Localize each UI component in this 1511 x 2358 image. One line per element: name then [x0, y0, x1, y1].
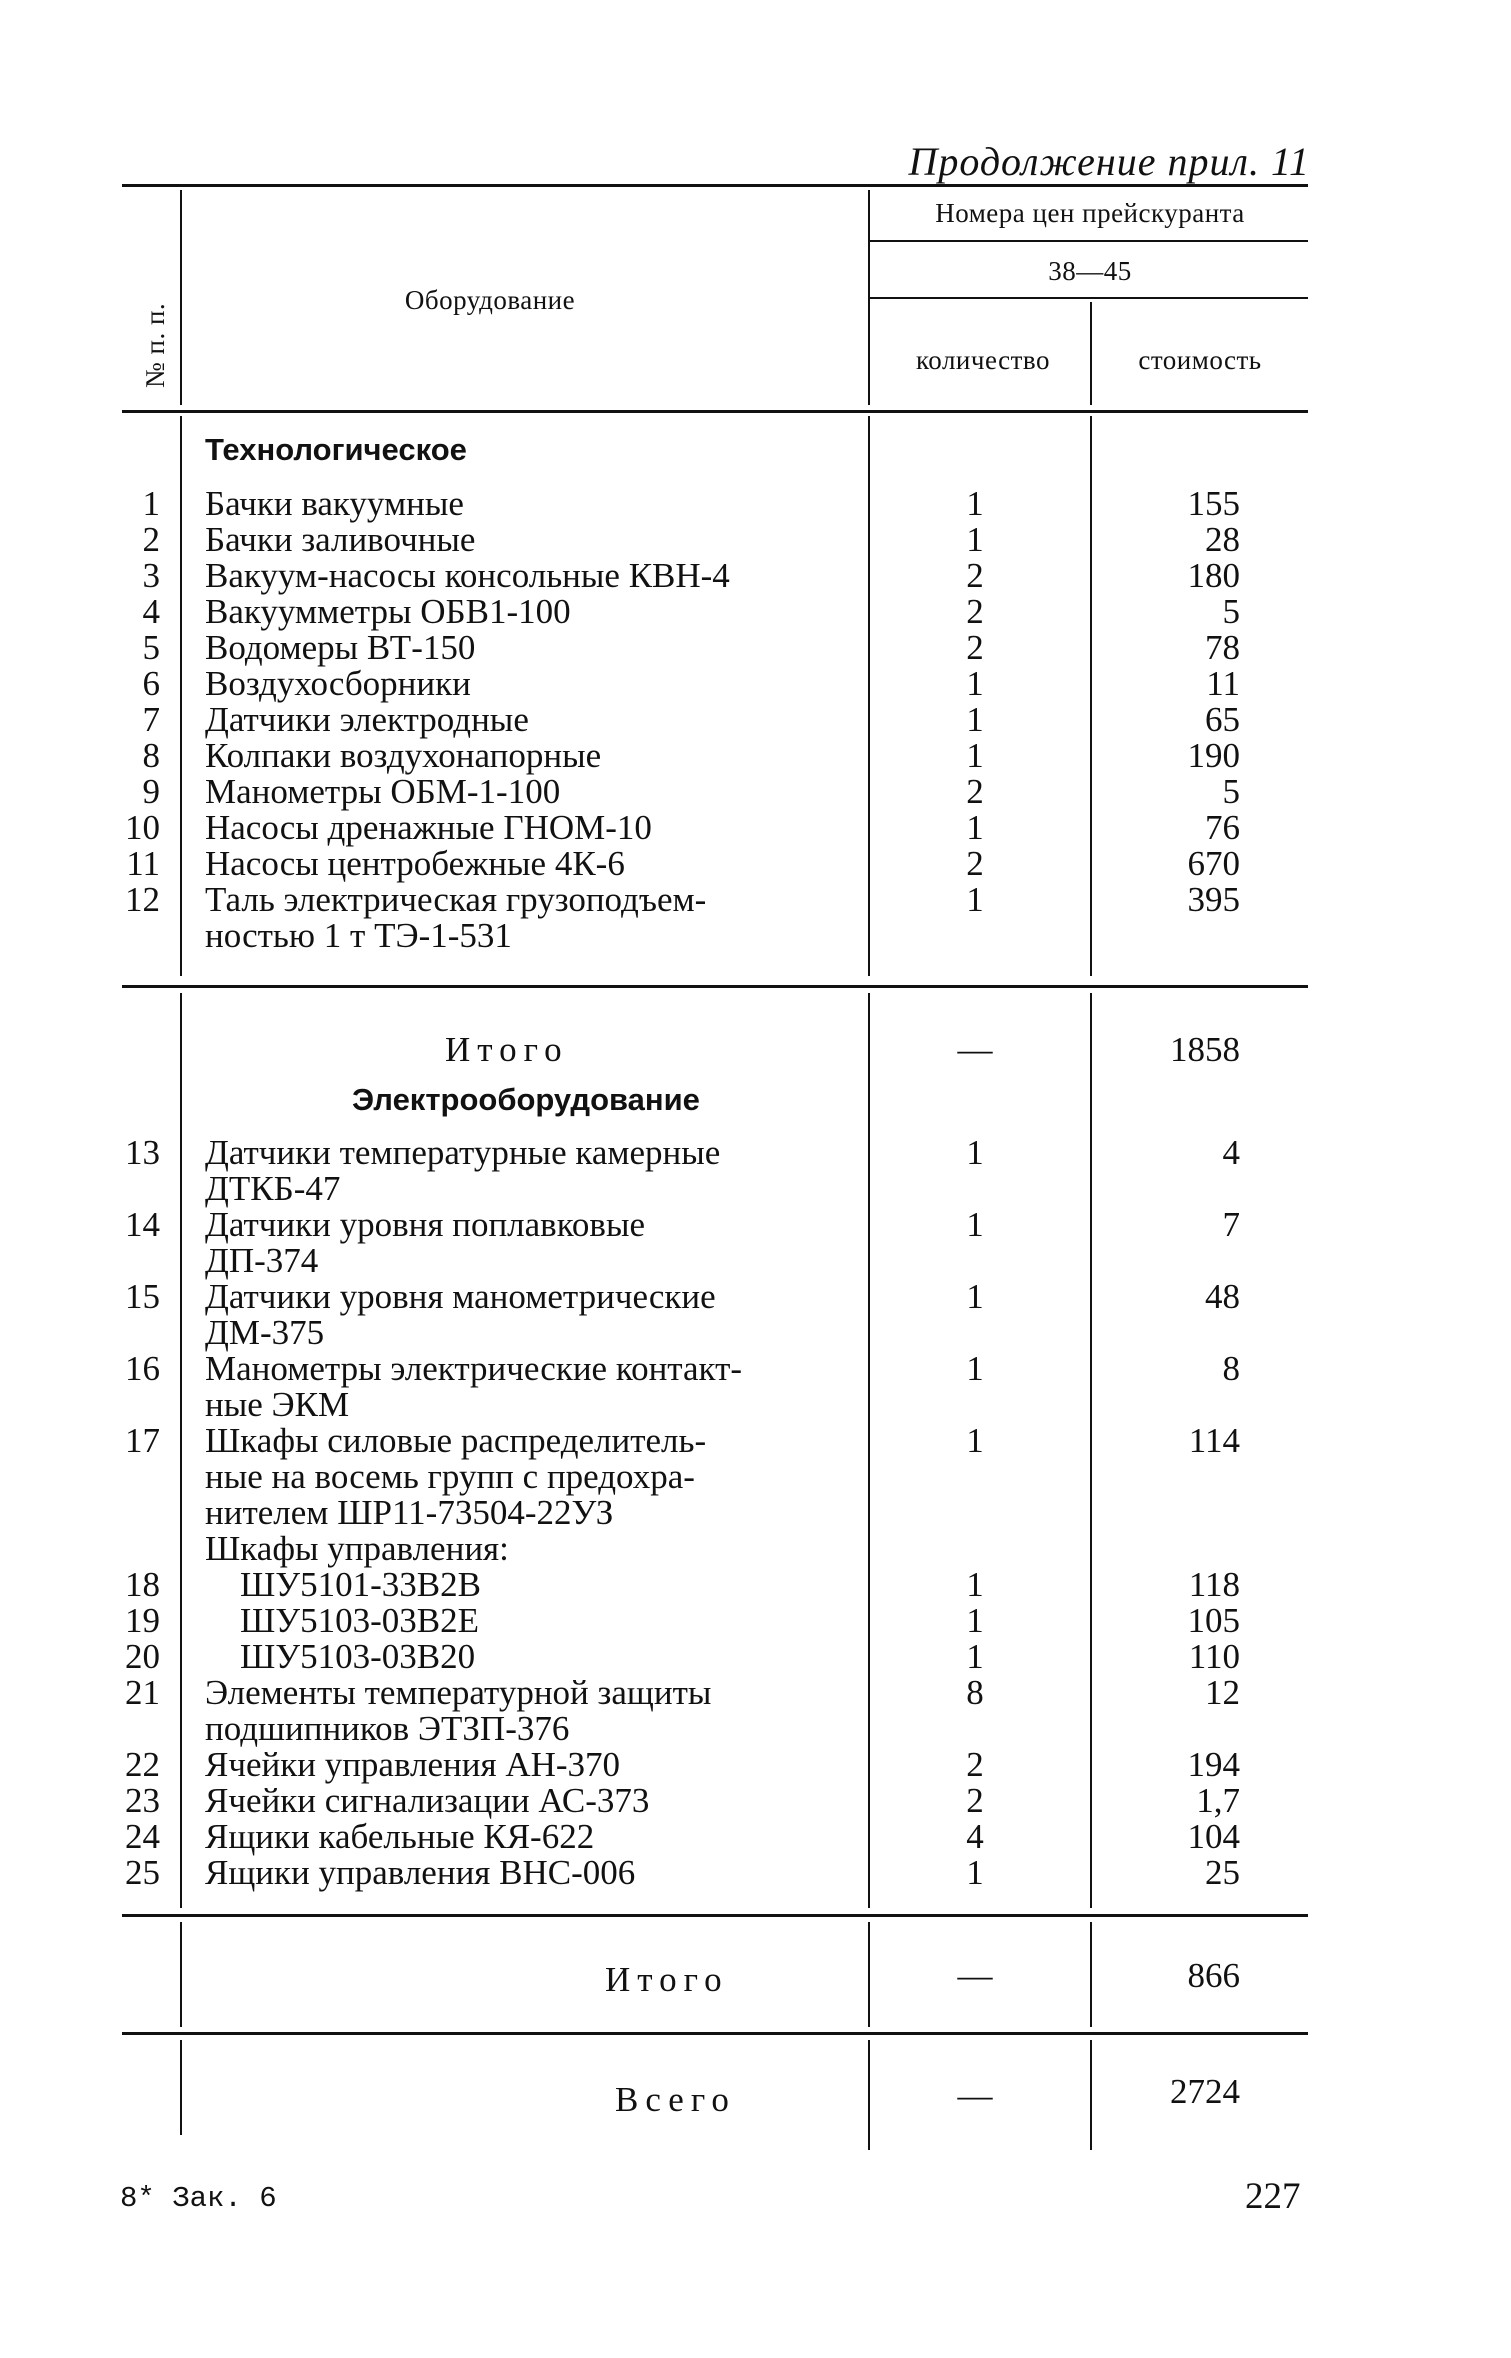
- row-number: 24: [125, 1817, 160, 1856]
- row-qty: 1: [966, 1601, 984, 1640]
- table-row: [0, 522, 1511, 558]
- table-row: [0, 666, 1511, 702]
- table-row: [0, 486, 1511, 522]
- row-qty: 2: [966, 772, 984, 811]
- section2-bottom-rule: [122, 1914, 1308, 1917]
- row-qty: 2: [966, 1781, 984, 1820]
- header-rule-2: [870, 297, 1308, 299]
- row-equipment: Ячейки сигнализации АС-373: [205, 1781, 650, 1820]
- row-equipment: Вакуумметры ОБВ1-100: [205, 592, 571, 631]
- row-number: 6: [142, 664, 160, 703]
- row-equipment: Ячейки управления АН-370: [205, 1745, 621, 1784]
- row-number: 17: [125, 1421, 160, 1460]
- row-cost: 395: [1187, 880, 1240, 919]
- row-qty: 1: [966, 1349, 984, 1388]
- row-equipment: подшипников ЭТЗП-376: [205, 1709, 570, 1748]
- row-equipment: Бачки вакуумные: [205, 484, 464, 523]
- row-cost: 110: [1188, 1637, 1240, 1676]
- row-equipment-line: [0, 1135, 1511, 1171]
- row-equipment-line: [0, 1207, 1511, 1243]
- row-cost: 104: [1187, 1817, 1240, 1856]
- row-equipment: Ящики кабельные КЯ-622: [205, 1817, 595, 1856]
- row-equipment: Манометры ОБМ-1-100: [205, 772, 561, 811]
- row-number: 2: [142, 520, 160, 559]
- table-row: [0, 846, 1511, 882]
- row-number: 18: [125, 1565, 160, 1604]
- table-row: [0, 882, 1511, 918]
- row-equipment-continuation: ностью 1 т ТЭ-1-531: [205, 916, 512, 955]
- header-vline-3: [1090, 302, 1092, 405]
- row-equipment-continuation: [0, 1495, 1511, 1531]
- row-equipment: Манометры электрические контакт-: [205, 1349, 743, 1388]
- row-qty: 2: [966, 628, 984, 667]
- row-number: 10: [125, 808, 160, 847]
- grand-vline-3: [1090, 2040, 1092, 2150]
- row-number: 4: [142, 592, 160, 631]
- row-equipment: Воздухосборники: [205, 664, 471, 703]
- total2-vline-3: [1090, 1922, 1092, 2027]
- table-row-continuation: [0, 918, 1511, 954]
- table-row: [0, 774, 1511, 810]
- row-equipment-line: [0, 1747, 1511, 1783]
- row-equipment: Водомеры ВТ-150: [205, 628, 476, 667]
- row-cost: 76: [1205, 808, 1240, 847]
- section-title-technological: Технологическое: [205, 432, 467, 467]
- row-equipment: ДП-374: [205, 1241, 319, 1280]
- subgroup-label-row: [0, 1531, 1511, 1567]
- row-equipment-line: [0, 1675, 1511, 1711]
- row-cost: 180: [1187, 556, 1240, 595]
- row-cost: 25: [1205, 1853, 1240, 1892]
- row-cost: 48: [1205, 1277, 1240, 1316]
- footer-order-note: 8* Зак. 6: [120, 2182, 277, 2215]
- row-equipment-continuation: [0, 1459, 1511, 1495]
- section2-total-cost: 866: [1187, 1956, 1240, 1995]
- row-number: 1: [142, 484, 160, 523]
- row-qty: 2: [966, 556, 984, 595]
- section2-total-label: Итого: [605, 1960, 729, 1999]
- row-equipment: ДТКБ-47: [205, 1169, 341, 1208]
- row-equipment: ные ЭКМ: [205, 1385, 350, 1424]
- row-cost: 114: [1188, 1421, 1240, 1460]
- row-equipment: Колпаки воздухонапорные: [205, 736, 602, 775]
- row-number: 3: [142, 556, 160, 595]
- row-cost: 28: [1205, 520, 1240, 559]
- row-qty: 8: [966, 1673, 984, 1712]
- section1-total-qty: —: [957, 1030, 993, 1069]
- grand-vline-1: [180, 2040, 182, 2135]
- row-equipment: Ящики управления ВНС-006: [205, 1853, 636, 1892]
- total2-vline-2: [868, 1922, 870, 2027]
- row-equipment-line: [0, 1855, 1511, 1891]
- row-equipment: ные на восемь групп с предохра-: [205, 1457, 695, 1496]
- total2-bottom-rule: [122, 2032, 1308, 2035]
- row-cost: 5: [1222, 592, 1240, 631]
- header-vline-2: [868, 190, 870, 405]
- row-qty: 1: [966, 664, 984, 703]
- row-equipment: Бачки заливочные: [205, 520, 476, 559]
- row-cost: 194: [1187, 1745, 1240, 1784]
- row-equipment-line: [0, 1279, 1511, 1315]
- row-equipment-continuation: [0, 1315, 1511, 1351]
- row-equipment: Таль электрическая грузоподъем-: [205, 880, 707, 919]
- table-row: [0, 1639, 1511, 1675]
- header-rule-1: [870, 240, 1308, 242]
- row-equipment-line: [0, 1351, 1511, 1387]
- row-qty: 1: [966, 736, 984, 775]
- row-cost: 118: [1188, 1565, 1240, 1604]
- row-qty: 2: [966, 844, 984, 883]
- row-equipment-line: [0, 1423, 1511, 1459]
- row-cost: 78: [1205, 628, 1240, 667]
- table-caption: Продолжение прил. 11: [908, 139, 1310, 184]
- row-number: 20: [125, 1637, 160, 1676]
- section1-bottom-rule: [122, 985, 1308, 988]
- table-row: [0, 810, 1511, 846]
- row-qty: 2: [966, 1745, 984, 1784]
- header-cost: стоимость: [1138, 345, 1262, 375]
- row-qty: 1: [966, 1421, 984, 1460]
- row-equipment-continuation: [0, 1171, 1511, 1207]
- row-equipment: ДМ-375: [205, 1313, 325, 1352]
- section1-total-label: Итого: [445, 1030, 569, 1069]
- row-cost: 12: [1205, 1673, 1240, 1712]
- row-equipment: ШУ5103-03В2Е: [240, 1601, 479, 1640]
- grand-total-qty: —: [957, 2076, 993, 2115]
- row-number: 22: [125, 1745, 160, 1784]
- row-cost: 1,7: [1196, 1781, 1240, 1820]
- row-equipment: Насосы центробежные 4К-6: [205, 844, 625, 883]
- row-number: 13: [125, 1133, 160, 1172]
- row-equipment-line: [0, 1819, 1511, 1855]
- row-cost: 4: [1222, 1133, 1240, 1172]
- header-qty: количество: [916, 345, 1050, 375]
- row-number: 12: [125, 880, 160, 919]
- grand-total-cost: 2724: [1170, 2072, 1240, 2111]
- table-top-rule: [122, 184, 1308, 187]
- row-number: 9: [142, 772, 160, 811]
- row-equipment-line: [0, 1783, 1511, 1819]
- row-equipment: Шкафы силовые распределитель-: [205, 1421, 707, 1460]
- row-qty: 1: [966, 1133, 984, 1172]
- row-cost: 155: [1187, 484, 1240, 523]
- row-equipment: нителем ШР11-73504-22УЗ: [205, 1493, 614, 1532]
- row-qty: 1: [966, 1853, 984, 1892]
- section1-total-cost: 1858: [1170, 1030, 1240, 1069]
- row-number: 5: [142, 628, 160, 667]
- row-equipment: Элементы температурной защиты: [205, 1673, 712, 1712]
- header-num: № п. п.: [140, 302, 170, 388]
- table-row: [0, 738, 1511, 774]
- row-equipment: ШУ5101-33В2В: [240, 1565, 481, 1604]
- row-number: 16: [125, 1349, 160, 1388]
- row-equipment: Вакуум-насосы консольные КВН-4: [205, 556, 730, 595]
- row-qty: 1: [966, 1277, 984, 1316]
- header-equipment: Оборудование: [404, 285, 576, 315]
- row-number: 21: [125, 1673, 160, 1712]
- total2-vline-1: [180, 1922, 182, 2027]
- row-qty: 1: [966, 700, 984, 739]
- row-equipment: Датчики температурные камерные: [205, 1133, 721, 1172]
- row-cost: 190: [1187, 736, 1240, 775]
- subgroup-label: Шкафы управления:: [205, 1529, 509, 1568]
- table-row: [0, 702, 1511, 738]
- row-number: 7: [142, 700, 160, 739]
- row-number: 15: [125, 1277, 160, 1316]
- row-qty: 1: [966, 880, 984, 919]
- row-number: 14: [125, 1205, 160, 1244]
- header-range: 38—45: [1048, 256, 1132, 286]
- table-row: [0, 594, 1511, 630]
- section2-total-qty: —: [957, 1956, 993, 1995]
- row-number: 25: [125, 1853, 160, 1892]
- table-row: [0, 630, 1511, 666]
- header-vline-1: [180, 190, 182, 405]
- row-equipment: Датчики уровня манометрические: [205, 1277, 716, 1316]
- row-number: 23: [125, 1781, 160, 1820]
- row-qty: 1: [966, 1565, 984, 1604]
- row-cost: 670: [1187, 844, 1240, 883]
- table-row: [0, 558, 1511, 594]
- page-number: 227: [1245, 2176, 1301, 2217]
- row-number: 19: [125, 1601, 160, 1640]
- row-cost: 105: [1187, 1601, 1240, 1640]
- row-qty: 4: [966, 1817, 984, 1856]
- row-cost: 11: [1206, 664, 1240, 703]
- row-cost: 5: [1222, 772, 1240, 811]
- row-number: 8: [142, 736, 160, 775]
- row-equipment: Датчики электродные: [205, 700, 529, 739]
- row-qty: 2: [966, 592, 984, 631]
- row-qty: 1: [966, 1637, 984, 1676]
- header-bottom-rule: [122, 410, 1308, 413]
- row-cost: 8: [1222, 1349, 1240, 1388]
- row-equipment: ШУ5103-03В20: [240, 1637, 476, 1676]
- grand-total-label: Всего: [615, 2080, 736, 2119]
- table-row: [0, 1567, 1511, 1603]
- row-qty: 1: [966, 808, 984, 847]
- grand-vline-2: [868, 2040, 870, 2150]
- row-equipment-continuation: [0, 1243, 1511, 1279]
- row-equipment-continuation: [0, 1387, 1511, 1423]
- row-qty: 1: [966, 1205, 984, 1244]
- table-row: [0, 1603, 1511, 1639]
- header-price-group: Номера цен прейскуранта: [935, 198, 1245, 228]
- row-equipment-continuation: [0, 1711, 1511, 1747]
- row-equipment: Насосы дренажные ГНОМ-10: [205, 808, 652, 847]
- row-equipment: Датчики уровня поплавковые: [205, 1205, 646, 1244]
- row-qty: 1: [966, 484, 984, 523]
- row-number: 11: [126, 844, 160, 883]
- row-cost: 65: [1205, 700, 1240, 739]
- row-cost: 7: [1222, 1205, 1240, 1244]
- row-qty: 1: [966, 520, 984, 559]
- section-title-electrical: Электрооборудование: [352, 1082, 700, 1117]
